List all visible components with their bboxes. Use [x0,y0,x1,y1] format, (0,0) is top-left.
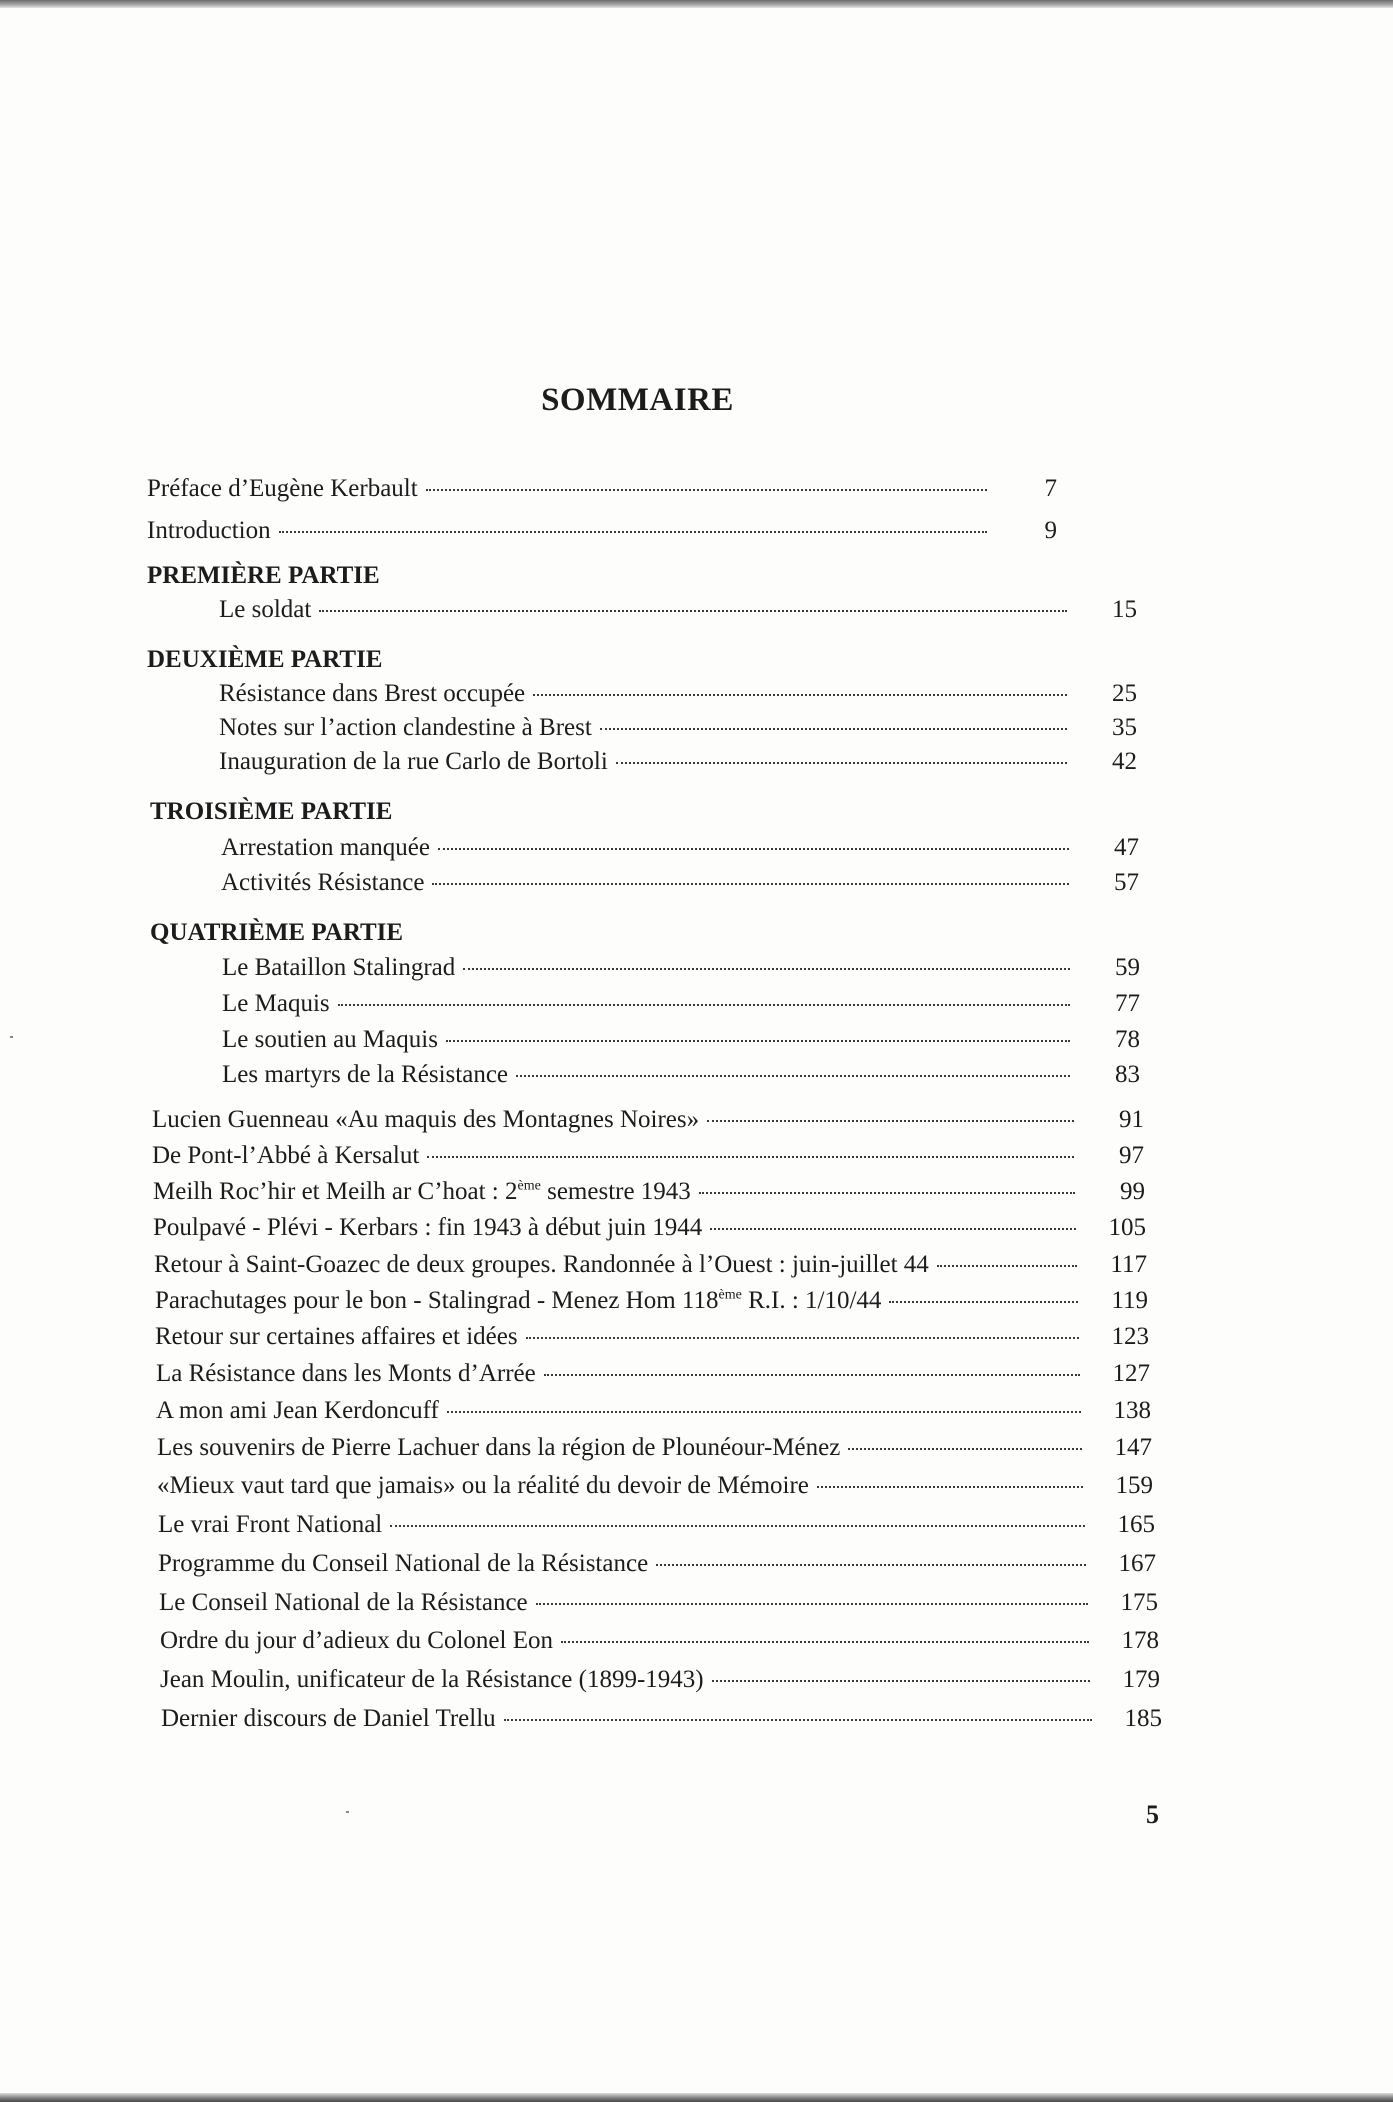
dot-leader [699,1192,1075,1194]
part-heading: QUATRIÈME PARTIE [150,919,404,946]
dot-leader [438,848,1069,850]
toc-entry[interactable] [154,1251,1147,1285]
toc-entry[interactable] [155,1287,1148,1321]
dot-leader [504,1719,1092,1721]
toc-entry-label: Retour à Saint-Goazec de deux groupes. Randonnée à l’Ouest : juin-juillet 44 [154,1251,929,1278]
toc-entry-page: 59 [1115,954,1140,981]
toc-entry-label: Ordre du jour d’adieux du Colonel Eon [160,1627,553,1654]
toc-entry-page: 138 [1113,1397,1151,1424]
dot-leader [544,1374,1080,1376]
toc-entry-label: Les souvenirs de Pierre Lachuer dans la région de Plounéour-Ménez [157,1434,841,1461]
toc-entry-label: «Mieux vaut tard que jamais» ou la réalité du devoir de Mémoire [157,1472,809,1499]
toc-entry[interactable] [152,1106,1144,1140]
toc-entry-page: 35 [1112,714,1137,741]
toc-entry-page: 178 [1121,1627,1159,1654]
toc-entry-label: Poulpavé - Plévi - Kerbars : fin 1943 à début juin 1944 [153,1214,703,1241]
toc-entry-page: 119 [1111,1287,1148,1314]
dot-leader [432,883,1069,885]
toc-entry[interactable] [221,834,1139,868]
toc-entry[interactable] [222,1061,1140,1095]
dot-leader [338,1004,1070,1006]
part-heading: PREMIÈRE PARTIE [147,562,380,589]
toc-entry-page: 78 [1115,1026,1140,1053]
toc-entry-page: 127 [1112,1360,1150,1387]
dot-leader [707,1120,1074,1122]
toc-entry[interactable] [147,475,1057,509]
toc-entry-page: 99 [1120,1178,1145,1205]
dot-leader [526,1337,1079,1339]
toc-entry-label: Meilh Roc’hir et Meilh ar C’hoat : 2ème semestre 1943 [153,1178,691,1205]
toc-entry[interactable] [158,1511,1155,1545]
scan-edge-bottom [0,2093,1393,2102]
dot-leader [516,1075,1070,1077]
toc-entry[interactable] [219,714,1137,748]
dot-leader [446,1040,1070,1042]
dot-leader [710,1228,1076,1230]
toc-entry-label: Le Bataillon Stalingrad [222,954,456,981]
toc-entry-label: Retour sur certaines affaires et idées [155,1323,518,1350]
toc-entry-label: Les martyrs de la Résistance [222,1061,509,1088]
dot-leader [463,968,1070,970]
dot-leader [656,1564,1086,1566]
toc-entry[interactable] [222,954,1140,988]
toc-entry-page: 91 [1119,1106,1144,1133]
dot-leader [817,1486,1083,1488]
toc-entry-page: 175 [1120,1589,1158,1616]
dot-leader [600,728,1067,730]
toc-entry-page: 57 [1114,869,1139,896]
toc-entry-page: 25 [1112,680,1137,707]
toc-entry-page: 97 [1119,1142,1144,1169]
toc-entry[interactable] [155,1323,1149,1357]
toc-entry-label: Dernier discours de Daniel Trellu [161,1705,496,1732]
toc-entry[interactable] [160,1627,1159,1661]
scan-speck [10,1036,13,1038]
toc-entry-label: Programme du Conseil National de la Résistance [158,1550,649,1577]
toc-entry-label: Le Conseil National de la Résistance [159,1589,528,1616]
toc-entry-page: 167 [1118,1550,1156,1577]
toc-entry[interactable] [157,1434,1152,1468]
toc-entry-page: 165 [1117,1511,1155,1538]
toc-entry[interactable] [156,1397,1151,1431]
toc-entry-label: Introduction [147,517,271,544]
dot-leader [889,1301,1078,1303]
dot-leader [447,1411,1081,1413]
dot-leader [937,1265,1077,1267]
toc-entry[interactable] [159,1589,1158,1623]
toc-entry-label: Lucien Guenneau «Au maquis des Montagnes Noires» [152,1106,700,1133]
toc-entry-label: Le soutien au Maquis [222,1026,438,1053]
toc-entry-page: 77 [1115,990,1140,1017]
toc-entry[interactable] [219,596,1137,630]
toc-entry-page: 105 [1108,1214,1146,1241]
dot-leader [319,610,1067,612]
toc-entry-label: Parachutages pour le bon - Stalingrad - Menez Hom 118ème R.I. : 1/10/44 [155,1287,882,1314]
toc-entry[interactable] [153,1178,1145,1212]
toc-entry-label: Préface d’Eugène Kerbault [147,475,418,502]
toc-entry-label: Le soldat [219,596,312,623]
toc-entry-page: 9 [1044,517,1057,544]
toc-entry[interactable] [152,1142,1144,1176]
toc-entry-label: Résistance dans Brest occupée [219,680,526,707]
toc-entry-label: Inauguration de la rue Carlo de Bortoli [219,748,608,775]
toc-entry-label: Jean Moulin, unificateur de la Résistance (1899-1943) [160,1666,704,1693]
toc-entry-label: Notes sur l’action clandestine à Brest [219,714,592,741]
dot-leader [390,1525,1085,1527]
part-heading: DEUXIÈME PARTIE [147,646,383,673]
toc-entry-label: Le vrai Front National [158,1511,383,1538]
dot-leader [279,531,987,533]
toc-entry-page: 15 [1112,596,1137,623]
page-title: SOMMAIRE [541,382,734,418]
toc-entry-page: 42 [1112,748,1137,775]
toc-entry-label: La Résistance dans les Monts d’Arrée [156,1360,536,1387]
dot-leader [426,489,987,491]
toc-entry[interactable] [161,1705,1162,1739]
toc-entry-label: Activités Résistance [221,869,425,896]
toc-entry[interactable] [156,1360,1150,1394]
toc-entry-page: 159 [1115,1472,1153,1499]
part-heading: TROISIÈME PARTIE [150,798,393,825]
toc-entry-page: 123 [1111,1323,1149,1350]
dot-leader [616,762,1067,764]
dot-leader [712,1680,1090,1682]
superscript: ème [718,1287,742,1303]
toc-entry[interactable] [222,990,1140,1024]
dot-leader [427,1156,1074,1158]
toc-entry-label: A mon ami Jean Kerdoncuff [156,1397,439,1424]
toc-entry[interactable] [221,869,1139,903]
toc-entry[interactable] [219,748,1137,782]
toc-entry[interactable] [147,517,1057,551]
toc-entry-page: 47 [1114,834,1139,861]
page-number: 5 [1146,1800,1159,1829]
dot-leader [561,1641,1089,1643]
dot-leader [536,1603,1088,1605]
superscript: ème [517,1178,541,1194]
toc-entry-label: Le Maquis [222,990,330,1017]
toc-entry-label: De Pont-l’Abbé à Kersalut [152,1142,420,1169]
toc-entry-page: 83 [1115,1061,1140,1088]
dot-leader [533,694,1067,696]
toc-entry[interactable] [219,680,1137,714]
dot-leader [848,1448,1082,1450]
toc-entry-label: Arrestation manquée [221,834,430,861]
toc-entry[interactable] [160,1666,1160,1700]
scan-speck [346,1811,349,1813]
toc-entry-page: 117 [1110,1251,1147,1278]
toc-entry[interactable] [157,1472,1153,1506]
toc-entry-page: 179 [1122,1666,1160,1693]
toc-entry[interactable] [153,1214,1146,1248]
toc-entry-page: 185 [1124,1705,1162,1732]
toc-entry-page: 7 [1044,475,1057,502]
toc-entry[interactable] [222,1026,1140,1060]
toc-entry-page: 147 [1114,1434,1152,1461]
toc-entry[interactable] [158,1550,1156,1584]
